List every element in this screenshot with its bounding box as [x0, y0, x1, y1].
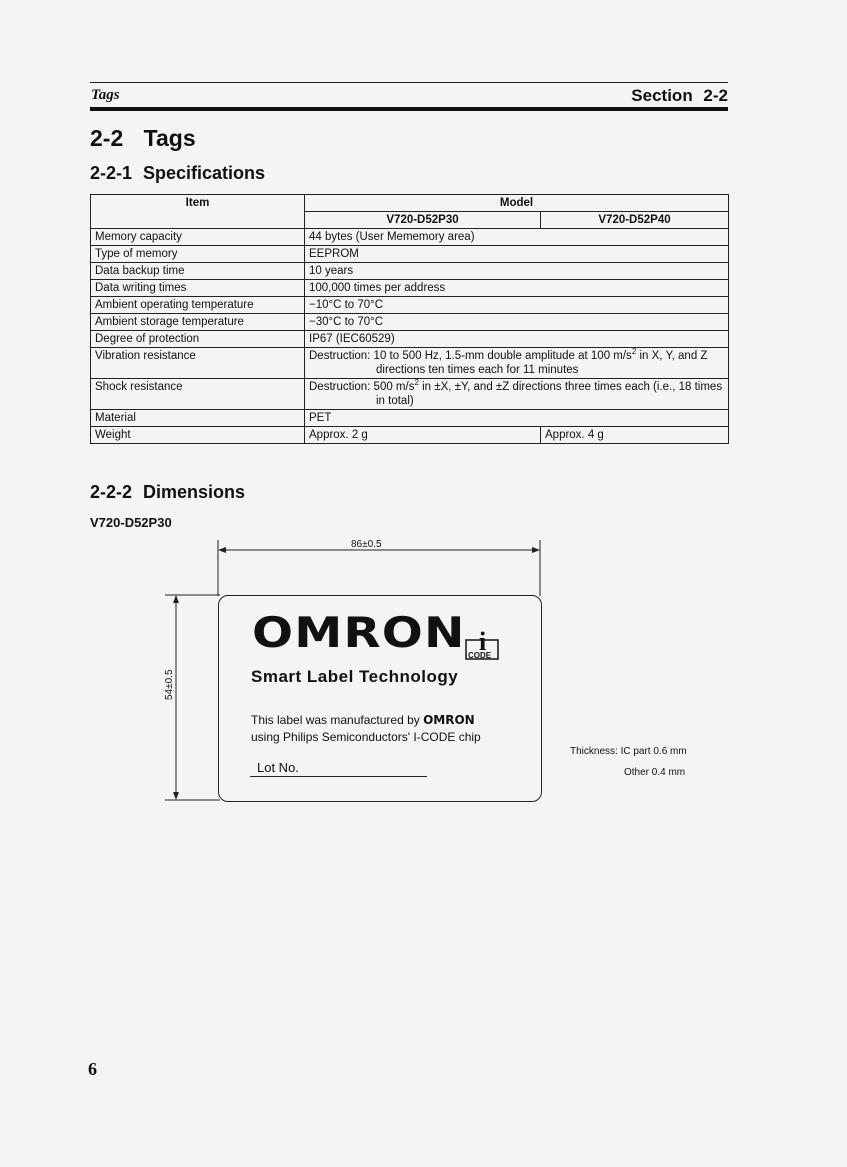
row-value: 10 years — [305, 263, 729, 280]
row-value: PET — [305, 410, 729, 427]
specifications-heading: 2-2-1 Specifications — [90, 163, 266, 183]
row-value: IP67 (IEC60529) — [305, 331, 729, 348]
row-value-model-a: Approx. 2 g — [305, 427, 541, 444]
column-header-model-b: V720-D52P40 — [541, 212, 729, 229]
row-item: Weight — [91, 427, 305, 444]
column-header-model: Model — [305, 195, 729, 212]
row-item: Ambient operating temperature — [91, 297, 305, 314]
arrow-down-icon — [173, 792, 179, 800]
row-item: Type of memory — [91, 246, 305, 263]
row-item: Data backup time — [91, 263, 305, 280]
page-number: 6 — [88, 1059, 97, 1079]
label-manufactured-line: This label was manufactured by OMRON — [251, 713, 475, 727]
width-label: 86±0.5 — [351, 539, 382, 550]
lot-underline — [250, 776, 427, 777]
row-item: Data writing times — [91, 280, 305, 297]
label-lot-number: Lot No. — [257, 760, 299, 775]
row-value: 44 bytes (User Mememory area) — [305, 229, 729, 246]
arrow-up-icon — [173, 595, 179, 603]
shock-value: Destruction: 500 $m/s^2$ in ±X, ±Y, and ±Z directions three times each (i.e., 18 times in total) — [309, 378, 723, 407]
svg-text:CODE: CODE — [468, 651, 492, 660]
row-item: Memory capacity — [91, 229, 305, 246]
section-title: 2-2 Tags — [90, 125, 196, 151]
thickness-ic-part: Thickness: IC part 0.6 mm — [570, 746, 687, 757]
arrow-left-icon — [218, 547, 226, 553]
row-value: −30°C to 70°C — [305, 314, 729, 331]
running-header-section: Section 2-2 — [631, 86, 728, 105]
column-header-model-a: V720-D52P30 — [305, 212, 541, 229]
row-value: EEPROM — [305, 246, 729, 263]
svg-text:i: i — [479, 628, 487, 656]
icode-logo-icon — [465, 628, 499, 660]
omron-logo-small: OMRON — [423, 713, 475, 727]
row-item: Material — [91, 410, 305, 427]
row-value: 100,000 times per address — [305, 280, 729, 297]
omron-logo: OMRON — [252, 608, 466, 657]
running-header-title: Tags — [91, 87, 120, 103]
column-header-item: Item — [91, 195, 305, 229]
height-label: 54±0.5 — [164, 669, 175, 700]
label-tagline: Smart Label Technology — [251, 667, 459, 686]
row-item: Ambient storage temperature — [91, 314, 305, 331]
arrow-right-icon — [532, 547, 540, 553]
row-item: Shock resistance — [91, 379, 305, 410]
thickness-other: Other 0.4 mm — [624, 767, 686, 778]
dimensions-model: V720-D52P30 — [90, 515, 172, 530]
row-value-model-b: Approx. 4 g — [541, 427, 729, 444]
row-value: −10°C to 70°C — [305, 297, 729, 314]
row-item: Degree of protection — [91, 331, 305, 348]
label-chip-line: using Philips Semiconductors' I-CODE chip — [251, 730, 481, 744]
dimensions-heading: 2-2-2 Dimensions — [90, 482, 246, 502]
vibration-value: Destruction: 10 to 500 Hz, 1.5-mm double amplitude at 100 $m/s^2$ in X, Y, and Z directions ten times each for 11 minutes — [309, 347, 708, 376]
row-item: Vibration resistance — [91, 348, 305, 379]
